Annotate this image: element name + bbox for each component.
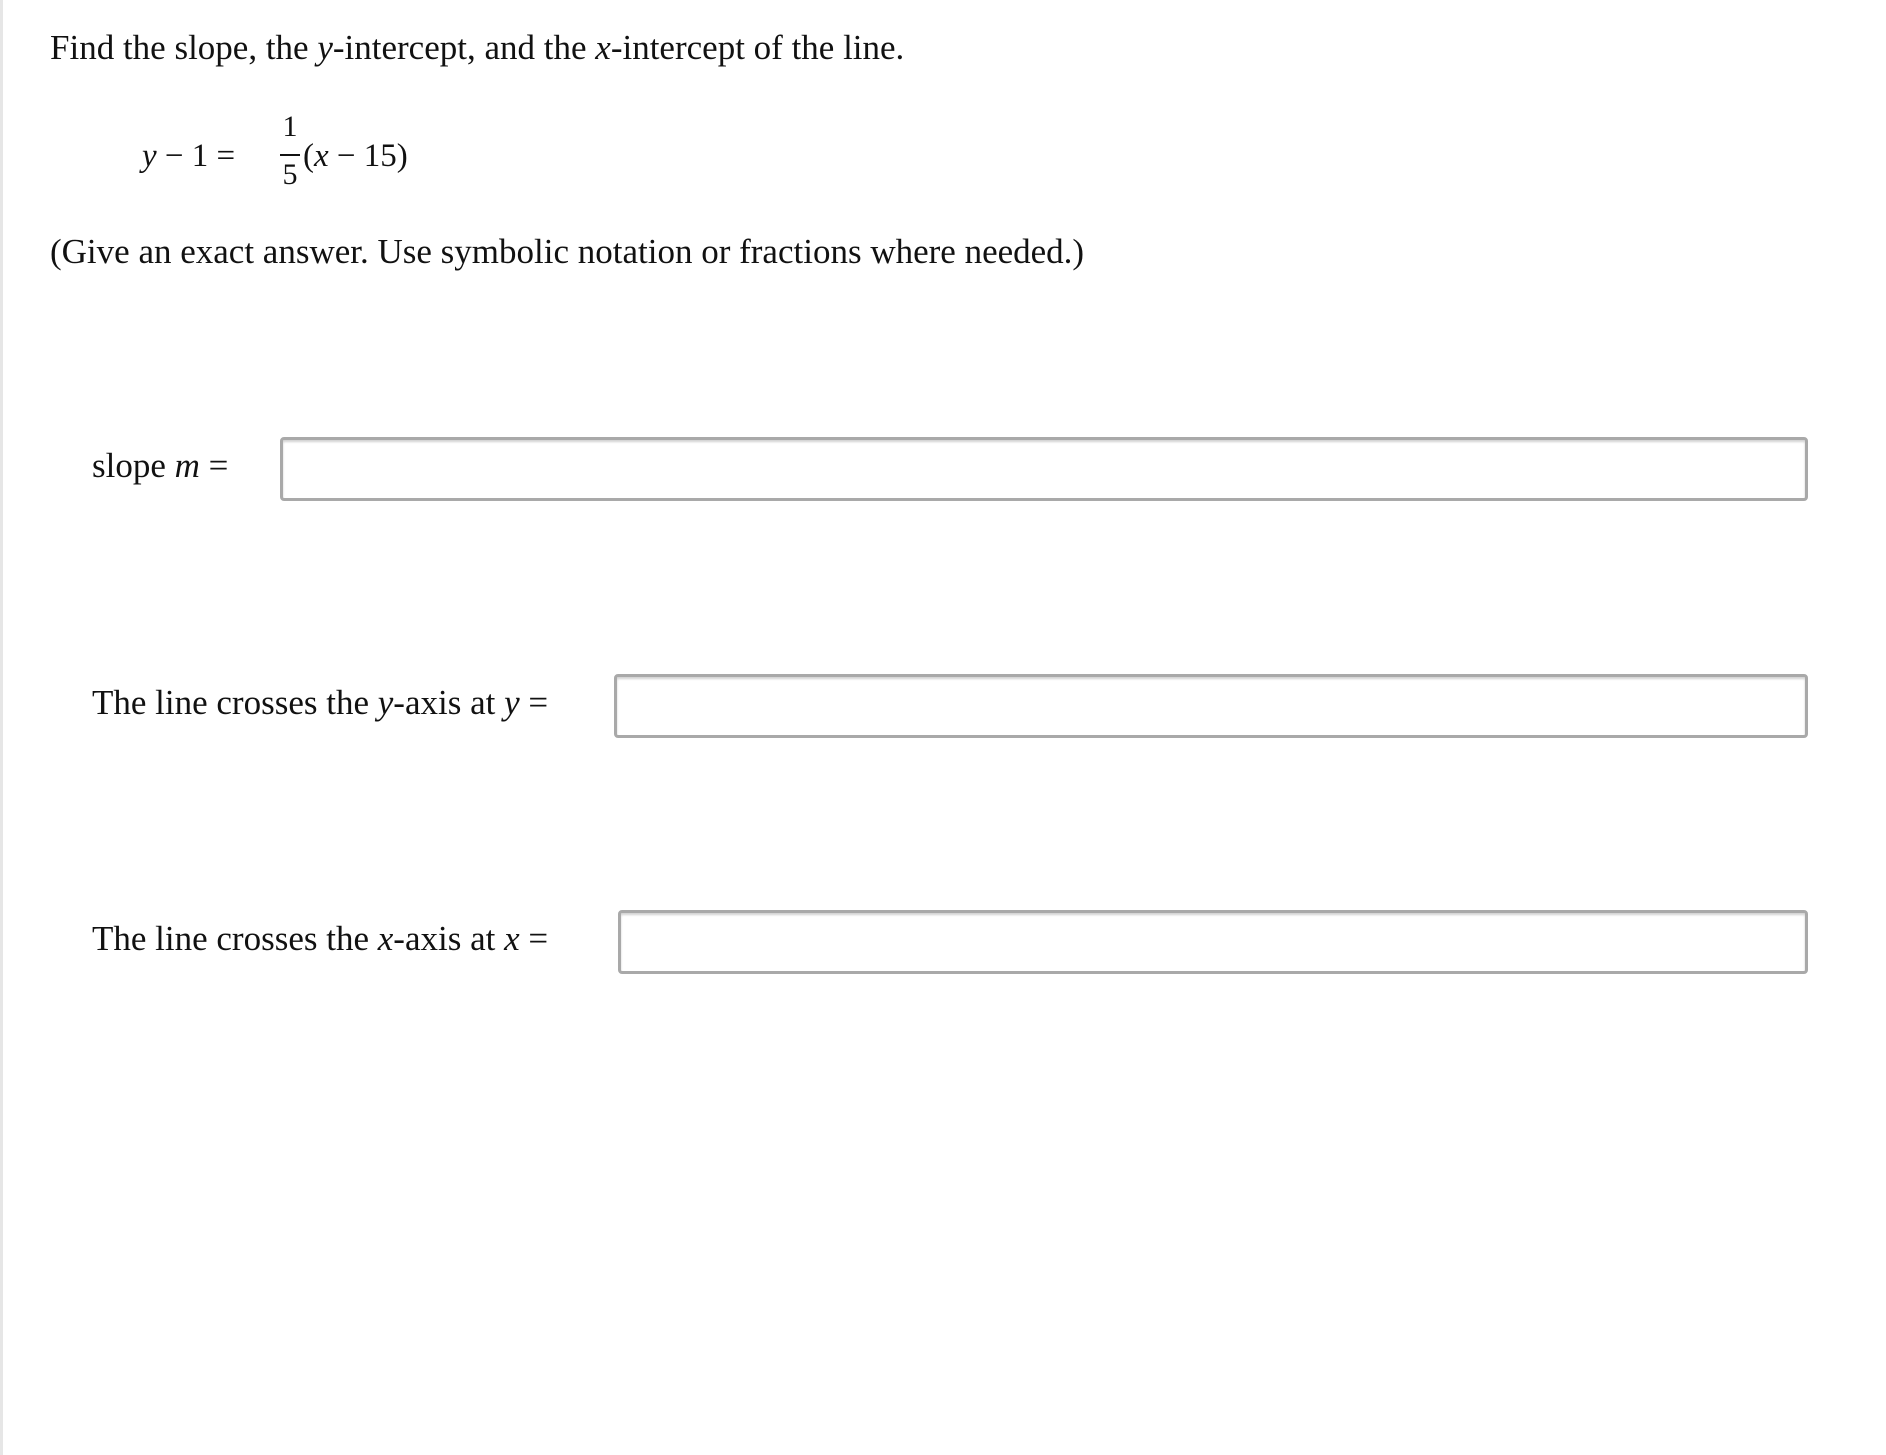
fraction-denominator: 5 bbox=[282, 158, 298, 191]
equation-rhs bbox=[303, 136, 408, 176]
y-intercept-label-var: y bbox=[504, 683, 520, 722]
y-intercept-label-text: The line crosses the bbox=[92, 683, 378, 722]
equation-rhs-var: x bbox=[314, 138, 329, 174]
prompt-text-2: -intercept, and the bbox=[332, 28, 596, 67]
instruction-note: (Give an exact answer. Use symbolic notation or fractions where needed.) bbox=[50, 232, 1085, 271]
y-intercept-label-eq: = bbox=[519, 683, 549, 722]
x-intercept-axis-var: x bbox=[377, 919, 394, 958]
x-intercept-label-text: The line crosses the bbox=[92, 919, 378, 958]
x-intercept-input[interactable] bbox=[618, 910, 1808, 974]
question-prompt bbox=[50, 24, 904, 72]
y-intercept-axis-var: y bbox=[377, 683, 394, 722]
prompt-var-y: y bbox=[317, 28, 333, 67]
slope-label-var: m bbox=[174, 446, 200, 485]
fraction-bar bbox=[280, 154, 300, 156]
equation-lhs bbox=[142, 136, 235, 176]
slope-label-text: slope bbox=[92, 446, 175, 485]
equation-fraction bbox=[277, 108, 303, 198]
prompt-var-x: x bbox=[595, 28, 611, 67]
prompt-text-3: -intercept of the line. bbox=[610, 28, 905, 67]
fraction-numerator: 1 bbox=[282, 110, 298, 143]
slope-label-eq: = bbox=[199, 446, 229, 485]
x-intercept-label bbox=[92, 915, 548, 963]
slope-input[interactable] bbox=[280, 437, 1808, 501]
y-intercept-axis-rest: -axis at bbox=[393, 683, 505, 722]
equation-lhs-var: y bbox=[142, 138, 157, 174]
equation-rhs-open: ( bbox=[303, 138, 314, 174]
x-intercept-label-var: x bbox=[504, 919, 520, 958]
y-intercept-input[interactable] bbox=[614, 674, 1808, 738]
slope-label bbox=[92, 442, 228, 490]
equation-rhs-rest: − 15) bbox=[328, 138, 408, 174]
prompt-text-1: Find the slope, the bbox=[50, 28, 318, 67]
x-intercept-axis-rest: -axis at bbox=[393, 919, 505, 958]
x-intercept-label-eq: = bbox=[519, 919, 549, 958]
equation-lhs-rest: − 1 = bbox=[156, 138, 236, 174]
left-border bbox=[0, 0, 3, 1455]
y-intercept-label bbox=[92, 679, 548, 727]
